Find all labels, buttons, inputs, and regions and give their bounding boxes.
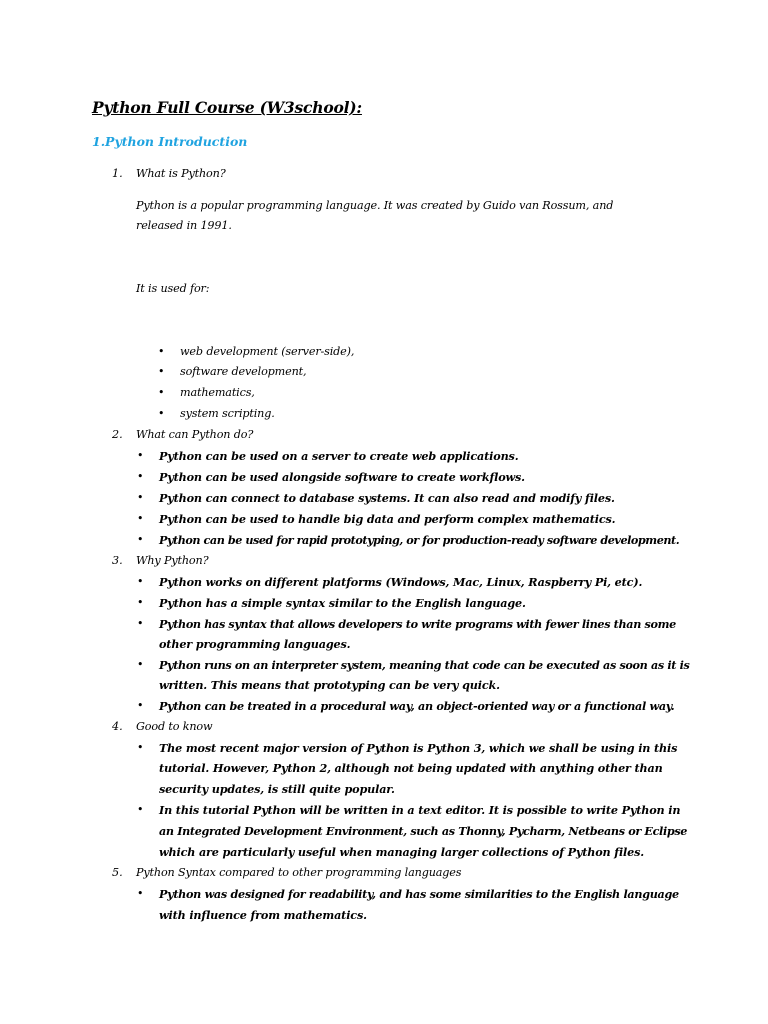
bullet-icon: • — [137, 658, 144, 671]
paragraph-line: It is used for: — [136, 282, 210, 295]
paragraph-line: released in 1991. — [136, 219, 232, 232]
bullet-text: In this tutorial Python will be written in a text editor. It is possible to write Python in — [159, 803, 681, 817]
bullet-text: software development, — [180, 365, 307, 378]
item-heading: What can Python do? — [136, 428, 254, 441]
bullet-icon: • — [158, 407, 165, 420]
bullet-text: written. This means that prototyping can be very quick. — [159, 678, 500, 692]
paragraph-line: Python is a popular programming language. It was created by Guido van Rossum, and — [136, 199, 614, 212]
bullet-text: Python can connect to database systems. It can also read and modify files. — [159, 491, 615, 505]
item-heading: Python Syntax compared to other programming languages — [136, 866, 462, 879]
bullet-text: Python was designed for readability, and has some similarities to the English language — [159, 887, 679, 901]
bullet-icon: • — [158, 386, 165, 399]
item-number: 2. — [112, 428, 123, 441]
bullet-text: mathematics, — [180, 386, 255, 399]
item-heading: Why Python? — [136, 554, 209, 567]
bullet-text: web development (server-side), — [180, 345, 355, 358]
bullet-icon: • — [137, 575, 144, 588]
section-heading: 1.Python Introduction — [92, 134, 248, 149]
bullet-text: Python can be used for rapid prototyping, or for production-ready software development. — [159, 533, 680, 547]
bullet-icon: • — [158, 345, 165, 358]
bullet-icon: • — [158, 365, 165, 378]
item-heading: Good to know — [136, 720, 213, 733]
bullet-text: with influence from mathematics. — [159, 908, 367, 922]
bullet-text: tutorial. However, Python 2, although not being updated with anything other than — [159, 761, 663, 775]
bullet-text: Python can be used on a server to create web applications. — [159, 449, 519, 463]
bullet-icon: • — [137, 470, 144, 483]
bullet-text: Python can be used alongside software to create workflows. — [159, 470, 525, 484]
bullet-icon: • — [137, 491, 144, 504]
bullet-icon: • — [137, 699, 144, 712]
bullet-text: security updates, is still quite popular. — [159, 782, 395, 796]
bullet-text: an Integrated Development Environment, such as Thonny, Pycharm, Netbeans or Eclipse — [159, 824, 688, 838]
document-title: Python Full Course (W3school): — [92, 98, 362, 117]
bullet-text: Python has syntax that allows developers to write programs with fewer lines than some — [159, 617, 676, 631]
bullet-text: system scripting. — [180, 407, 275, 420]
bullet-text: Python has a simple syntax similar to the English language. — [159, 596, 526, 610]
bullet-icon: • — [137, 596, 144, 609]
bullet-icon: • — [137, 741, 144, 754]
bullet-icon: • — [137, 449, 144, 462]
bullet-text: Python can be used to handle big data and perform complex mathematics. — [159, 512, 616, 526]
bullet-icon: • — [137, 803, 144, 816]
bullet-icon: • — [137, 512, 144, 525]
bullet-text: Python runs on an interpreter system, meaning that code can be executed as soon as it is — [159, 658, 690, 672]
item-number: 3. — [112, 554, 123, 567]
bullet-text: Python works on different platforms (Windows, Mac, Linux, Raspberry Pi, etc). — [159, 575, 643, 589]
bullet-icon: • — [137, 533, 144, 546]
bullet-icon: • — [137, 617, 144, 630]
item-number: 4. — [112, 720, 123, 733]
item-number: 1. — [112, 167, 123, 180]
item-number: 5. — [112, 866, 123, 879]
bullet-icon: • — [137, 887, 144, 900]
bullet-text: other programming languages. — [159, 637, 351, 651]
bullet-text: which are particularly useful when managing larger collections of Python files. — [159, 845, 645, 859]
bullet-text: The most recent major version of Python is Python 3, which we shall be using in this — [159, 741, 678, 755]
item-heading: What is Python? — [136, 167, 226, 180]
bullet-text: Python can be treated in a procedural way, an object-oriented way or a functional way. — [159, 699, 675, 713]
